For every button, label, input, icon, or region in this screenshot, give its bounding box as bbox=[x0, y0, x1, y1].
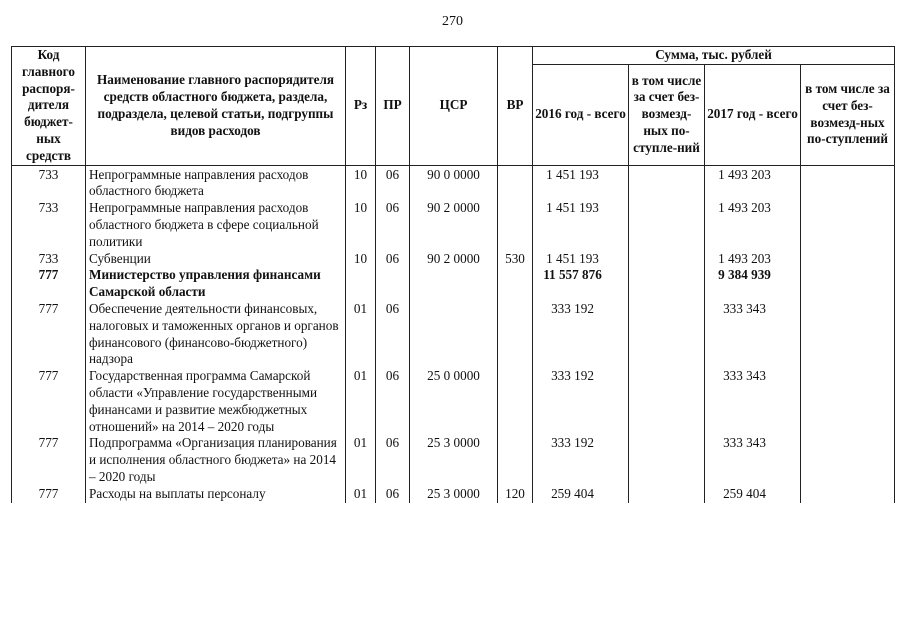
cell-2017-free bbox=[801, 435, 895, 485]
table-row bbox=[12, 200, 895, 250]
cell-2016-total: 1 451 193 bbox=[533, 251, 629, 268]
cell-2016-free bbox=[629, 251, 705, 268]
cell-vr: 120 bbox=[498, 486, 533, 503]
cell-2017-free bbox=[801, 368, 895, 435]
cell-name: Министерство управления финансами Самарской области bbox=[86, 267, 346, 301]
cell-code: 777 bbox=[12, 486, 86, 503]
cell-code: 777 bbox=[12, 267, 86, 301]
header-csr: ЦСР bbox=[410, 47, 498, 166]
cell-code: 777 bbox=[12, 368, 86, 435]
cell-vr bbox=[498, 301, 533, 368]
cell-rz bbox=[346, 267, 376, 301]
table-body bbox=[12, 165, 895, 502]
cell-name: Субвенции bbox=[86, 251, 346, 268]
cell-csr: 25 3 0000 bbox=[410, 435, 498, 485]
cell-name: Обеспечение деятельности финансовых, налоговых и таможенных органов и органов финансового (финансово-бюджетного) надзора bbox=[86, 301, 346, 368]
table-row bbox=[12, 435, 895, 485]
cell-2017-total: 9 384 939 bbox=[705, 267, 801, 301]
cell-csr bbox=[410, 267, 498, 301]
table-row bbox=[12, 165, 895, 200]
cell-csr bbox=[410, 301, 498, 368]
cell-csr: 25 0 0000 bbox=[410, 368, 498, 435]
cell-code: 733 bbox=[12, 165, 86, 200]
cell-2016-total: 333 192 bbox=[533, 435, 629, 485]
header-2016-free: в том числе за счет без-возмезд-ных по-ступле-ний bbox=[629, 64, 705, 165]
cell-code: 777 bbox=[12, 435, 86, 485]
header-2016-total: 2016 год - всего bbox=[533, 64, 629, 165]
budget-table bbox=[11, 46, 895, 503]
cell-pr: 06 bbox=[376, 435, 410, 485]
table-row bbox=[12, 368, 895, 435]
cell-code: 733 bbox=[12, 200, 86, 250]
cell-rz: 10 bbox=[346, 251, 376, 268]
cell-vr bbox=[498, 267, 533, 301]
cell-2016-total: 259 404 bbox=[533, 486, 629, 503]
header-code: Код главного распоря-дителя бюджет-ных средств bbox=[12, 47, 86, 166]
cell-pr: 06 bbox=[376, 200, 410, 250]
cell-pr: 06 bbox=[376, 251, 410, 268]
cell-2016-free bbox=[629, 165, 705, 200]
cell-csr: 90 2 0000 bbox=[410, 200, 498, 250]
cell-2016-total: 333 192 bbox=[533, 368, 629, 435]
header-rz: Рз bbox=[346, 47, 376, 166]
header-2017-total: 2017 год - всего bbox=[705, 64, 801, 165]
cell-name: Непрограммные направления расходов областного бюджета bbox=[86, 165, 346, 200]
cell-rz: 01 bbox=[346, 301, 376, 368]
cell-csr: 90 2 0000 bbox=[410, 251, 498, 268]
cell-vr bbox=[498, 165, 533, 200]
cell-2017-total: 1 493 203 bbox=[705, 200, 801, 250]
cell-pr: 06 bbox=[376, 165, 410, 200]
header-pr: ПР bbox=[376, 47, 410, 166]
header-2017-free: в том числе за счет без-возмезд-ных по-ступлений bbox=[801, 64, 895, 165]
cell-2017-total: 333 343 bbox=[705, 301, 801, 368]
table-header bbox=[12, 47, 895, 166]
table-row bbox=[12, 267, 895, 301]
cell-code: 733 bbox=[12, 251, 86, 268]
page-number: 270 bbox=[442, 14, 463, 29]
cell-csr: 25 3 0000 bbox=[410, 486, 498, 503]
table-row bbox=[12, 486, 895, 503]
cell-2017-free bbox=[801, 251, 895, 268]
cell-name: Подпрограмма «Организация планирования и исполнения областного бюджета» на 2014 – 2020 годы bbox=[86, 435, 346, 485]
cell-2017-free bbox=[801, 486, 895, 503]
cell-2017-free bbox=[801, 200, 895, 250]
cell-2016-free bbox=[629, 368, 705, 435]
cell-2016-free bbox=[629, 200, 705, 250]
cell-pr: 06 bbox=[376, 486, 410, 503]
cell-rz: 10 bbox=[346, 200, 376, 250]
cell-2017-free bbox=[801, 301, 895, 368]
cell-2017-total: 1 493 203 bbox=[705, 165, 801, 200]
cell-name: Непрограммные направления расходов областного бюджета в сфере социальной политики bbox=[86, 200, 346, 250]
cell-name: Расходы на выплаты персоналу bbox=[86, 486, 346, 503]
cell-2017-total: 333 343 bbox=[705, 435, 801, 485]
cell-rz: 01 bbox=[346, 435, 376, 485]
cell-2016-free bbox=[629, 486, 705, 503]
cell-rz: 01 bbox=[346, 368, 376, 435]
cell-2016-free bbox=[629, 301, 705, 368]
header-sum: Сумма, тыс. рублей bbox=[533, 47, 895, 65]
cell-vr bbox=[498, 435, 533, 485]
cell-2016-free bbox=[629, 267, 705, 301]
cell-2017-free bbox=[801, 165, 895, 200]
cell-csr: 90 0 0000 bbox=[410, 165, 498, 200]
cell-2016-free bbox=[629, 435, 705, 485]
header-name: Наименование главного распорядителя средств областного бюджета, раздела, подраздела, целевой статьи, подгруппы видов расходов bbox=[86, 47, 346, 166]
cell-2016-total: 1 451 193 bbox=[533, 165, 629, 200]
cell-code: 777 bbox=[12, 301, 86, 368]
cell-name: Государственная программа Самарской области «Управление государственными финансами и развитие межбюджетных отношений» на 2014 – 2020 годы bbox=[86, 368, 346, 435]
cell-2016-total: 11 557 876 bbox=[533, 267, 629, 301]
cell-pr: 06 bbox=[376, 301, 410, 368]
cell-rz: 01 bbox=[346, 486, 376, 503]
cell-2017-total: 1 493 203 bbox=[705, 251, 801, 268]
cell-vr bbox=[498, 200, 533, 250]
cell-2017-total: 333 343 bbox=[705, 368, 801, 435]
cell-2017-total: 259 404 bbox=[705, 486, 801, 503]
cell-2016-total: 1 451 193 bbox=[533, 200, 629, 250]
cell-rz: 10 bbox=[346, 165, 376, 200]
cell-2016-total: 333 192 bbox=[533, 301, 629, 368]
header-vr: ВР bbox=[498, 47, 533, 166]
cell-pr bbox=[376, 267, 410, 301]
cell-pr: 06 bbox=[376, 368, 410, 435]
cell-vr bbox=[498, 368, 533, 435]
table-row bbox=[12, 301, 895, 368]
cell-2017-free bbox=[801, 267, 895, 301]
table-row bbox=[12, 251, 895, 268]
cell-vr: 530 bbox=[498, 251, 533, 268]
